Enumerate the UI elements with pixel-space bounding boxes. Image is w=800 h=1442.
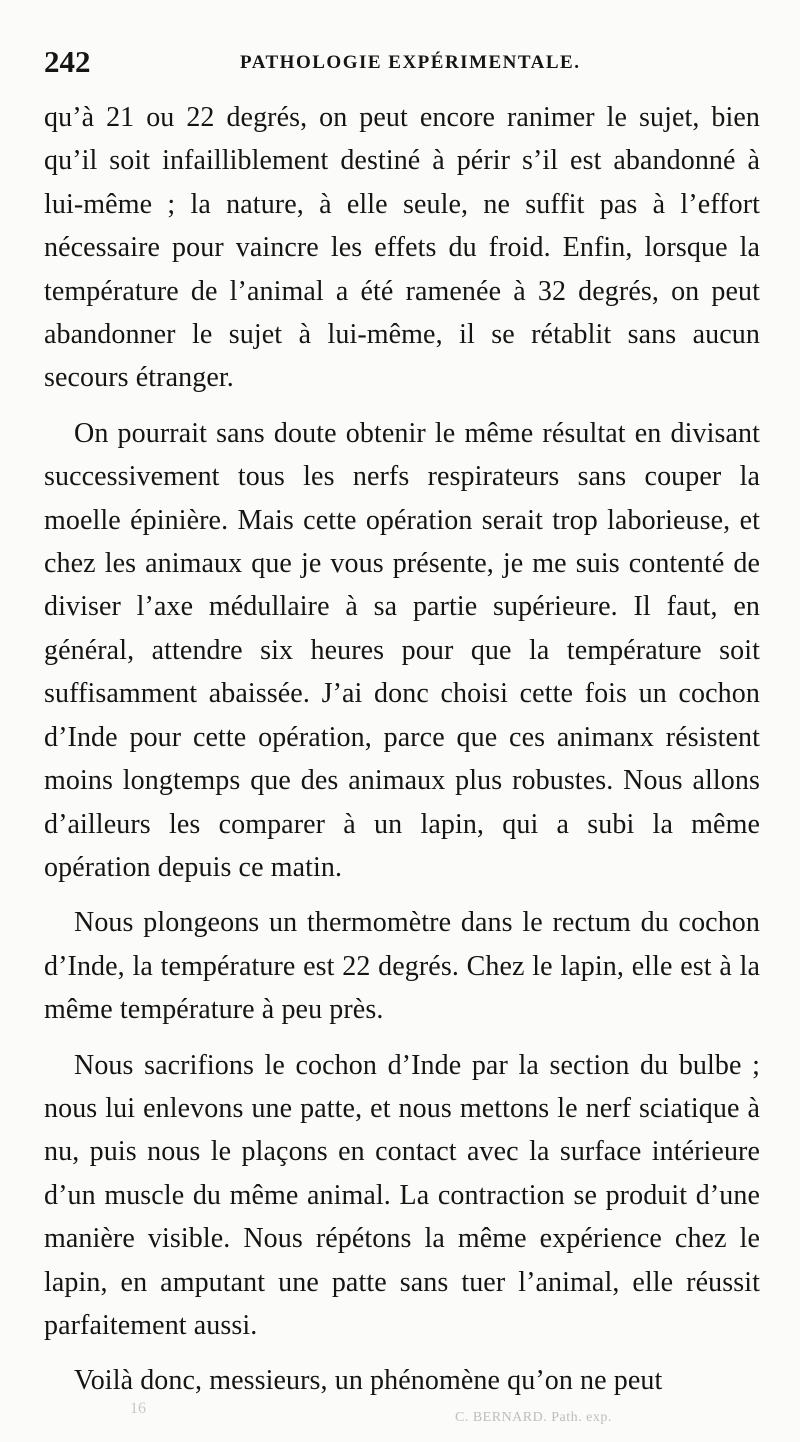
paragraph-continued: qu’à 21 ou 22 degrés, on peut encore ranimer le sujet, bien qu’il soit infailliblement destiné à périr s’il est abandonné à lui-même ; la nature, à elle seule, ne suffit pas à l’effort nécessaire pour vaincre les effets du froid. Enfin, lorsque la température de l’animal a été ramenée à 32 degrés, on peut abandonner le sujet à lui-même, il se rétablit sans aucun secours étranger. [44,102,760,394]
sheet-number: 16 [130,1400,146,1417]
paragraph: Nous sacrifions le cochon d’Inde par la section du bulbe ; nous lui enlevons une patte, et nous mettons le nerf sciatique à nu, puis nous le plaçons en contact avec la surface intérieure d’un muscle du même animal. La contraction se produit d’une manière visible. Nous répétons la même expérience chez le lapin, en amputant une patte sans tuer l’animal, elle réussit parfaitement aussi. [44,1049,760,1341]
paragraph-truncated: Voilà donc, messieurs, un phénomène qu’on ne peut [74,1365,663,1397]
page-number: 242 [44,44,91,79]
paragraph: Nous plongeons un thermomètre dans le rectum du cochon d’Inde, la température est 22 degrés. Chez le lapin, elle est à la même température à peu près. [44,907,760,1026]
paragraph: On pourrait sans doute obtenir le même résultat en divisant successivement tous les nerfs respirateurs sans couper la moelle épinière. Mais cette opération serait trop laborieuse, et chez les animaux que je vous présente, je me suis contenté de diviser l’axe médullaire à sa partie supérieure. Il faut, en général, attendre six heures pour que la température soit suffisamment abaissée. J’ai donc choisi cette fois un cochon d’Inde pour cette opération, parce que ces animanx résistent moins longtemps que des animaux plus robustes. Nous allons d’ailleurs les comparer à un lapin, qui a subi la même opération depuis ce matin. [44,417,760,883]
running-header [44,44,760,80]
body-text [44,96,760,1415]
running-title: PATHOLOGIE EXPÉRIMENTALE. [240,52,581,73]
printer-signature: C. BERNARD. Path. exp. [455,1410,612,1425]
